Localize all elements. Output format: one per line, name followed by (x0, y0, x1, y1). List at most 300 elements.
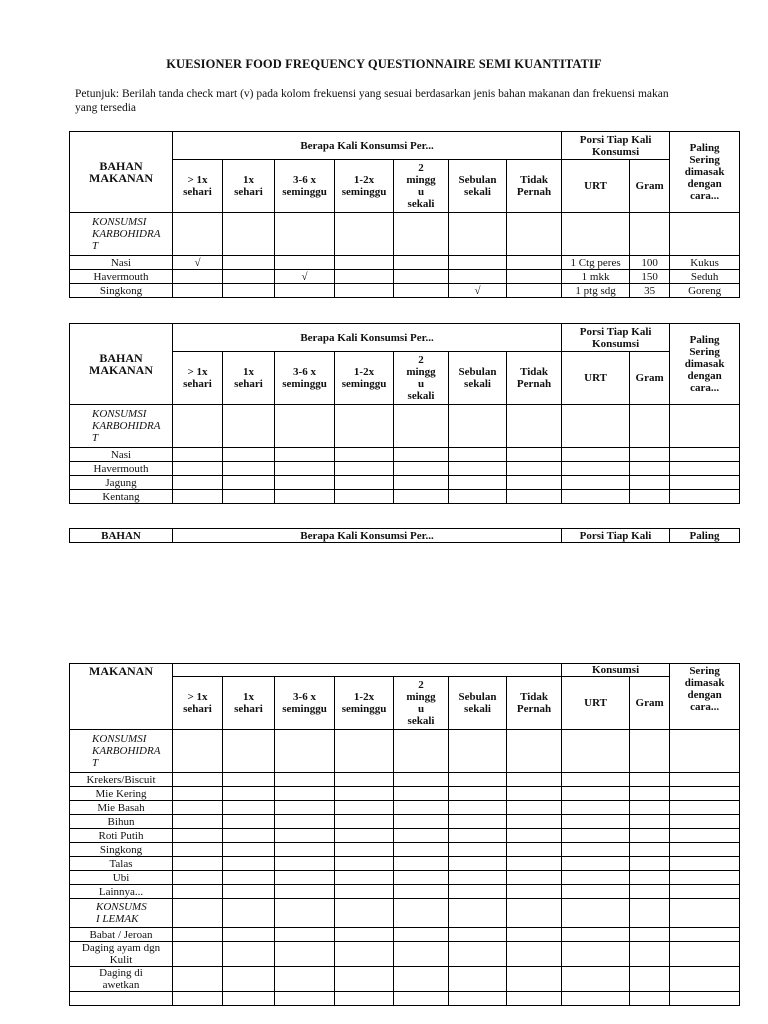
cell[interactable] (275, 967, 335, 992)
food-name: Ubi (70, 871, 173, 885)
cell[interactable] (275, 801, 335, 815)
cell[interactable] (562, 213, 630, 256)
table-row (70, 490, 740, 504)
table-row (70, 967, 740, 992)
cell[interactable] (335, 829, 394, 843)
food-name: Havermouth (70, 462, 173, 476)
ffq-blank-table (69, 323, 740, 504)
header-urt: URT (562, 677, 630, 730)
cell[interactable] (449, 885, 507, 899)
cell[interactable] (275, 213, 335, 256)
cell[interactable] (394, 490, 449, 504)
cell[interactable] (394, 885, 449, 899)
cell[interactable] (335, 490, 394, 504)
cell[interactable] (630, 899, 670, 928)
cell[interactable] (394, 857, 449, 871)
cell[interactable] (630, 885, 670, 899)
cell[interactable] (223, 462, 275, 476)
cell[interactable] (449, 213, 507, 256)
category-karbohidrat: KONSUMSI KARBOHIDRA T (70, 405, 173, 448)
urt-cell[interactable]: 1 Ctg peres (562, 256, 630, 270)
cell[interactable] (173, 843, 223, 857)
urt-cell[interactable]: 1 ptg sdg (562, 284, 630, 298)
cell[interactable] (507, 871, 562, 885)
cell[interactable] (507, 829, 562, 843)
cell[interactable] (223, 857, 275, 871)
cell[interactable] (173, 405, 223, 448)
cell[interactable] (335, 928, 394, 942)
cell[interactable] (449, 405, 507, 448)
cell[interactable] (449, 476, 507, 490)
cell[interactable] (562, 871, 630, 885)
cell[interactable] (394, 730, 449, 773)
cell[interactable] (630, 801, 670, 815)
cell[interactable] (335, 462, 394, 476)
cell[interactable] (562, 967, 630, 992)
food-name: Singkong (70, 843, 173, 857)
freq-more-than-1x-day: > 1x sehari (173, 677, 223, 730)
cell[interactable] (223, 899, 275, 928)
food-name: Bihun (70, 815, 173, 829)
cell[interactable] (670, 448, 740, 462)
header-bahan-makanan: BAHAN MAKANAN (70, 132, 173, 213)
cell[interactable] (507, 899, 562, 928)
cell[interactable] (670, 871, 740, 885)
cell[interactable] (670, 815, 740, 829)
cell[interactable] (173, 967, 223, 992)
cell[interactable] (394, 213, 449, 256)
cell[interactable] (394, 992, 449, 1006)
cell[interactable] (507, 942, 562, 967)
cell[interactable] (335, 773, 394, 787)
cell[interactable] (630, 992, 670, 1006)
cell[interactable] (630, 476, 670, 490)
cell[interactable] (562, 899, 630, 928)
cell[interactable] (507, 448, 562, 462)
cell[interactable] (394, 871, 449, 885)
table-row (70, 801, 740, 815)
cell[interactable] (394, 773, 449, 787)
cell[interactable] (223, 871, 275, 885)
check-cell[interactable] (335, 270, 394, 284)
cell[interactable] (630, 857, 670, 871)
cell[interactable] (562, 476, 630, 490)
fragment-bahan: BAHAN (70, 529, 173, 543)
cell[interactable] (394, 448, 449, 462)
food-name: Krekers/Biscuit (70, 773, 173, 787)
cell[interactable] (173, 928, 223, 942)
cell[interactable] (562, 885, 630, 899)
cell[interactable] (275, 857, 335, 871)
category-karbohidrat: KONSUMSI KARBOHIDRA T (70, 730, 173, 773)
cell[interactable] (670, 730, 740, 773)
cell[interactable] (335, 885, 394, 899)
food-name: Daging ayam dgn Kulit (70, 942, 173, 967)
cell[interactable] (449, 730, 507, 773)
cell[interactable] (394, 476, 449, 490)
cell[interactable] (449, 967, 507, 992)
cell[interactable] (507, 885, 562, 899)
header-bahan-makanan: BAHAN MAKANAN (70, 324, 173, 405)
cell[interactable] (335, 899, 394, 928)
cell[interactable] (670, 213, 740, 256)
cell[interactable] (394, 801, 449, 815)
cell[interactable] (562, 405, 630, 448)
cell[interactable] (394, 815, 449, 829)
check-cell[interactable] (223, 270, 275, 284)
table-row (70, 448, 740, 462)
table-row (70, 992, 740, 1006)
cell[interactable] (507, 801, 562, 815)
check-cell[interactable] (394, 256, 449, 270)
cell[interactable] (449, 992, 507, 1006)
cell[interactable] (670, 942, 740, 967)
cell[interactable] (670, 801, 740, 815)
cell[interactable] (173, 885, 223, 899)
cell[interactable] (223, 448, 275, 462)
urt-cell[interactable]: 1 mkk (562, 270, 630, 284)
cell[interactable] (275, 992, 335, 1006)
cell[interactable] (275, 773, 335, 787)
cell[interactable] (670, 462, 740, 476)
cell[interactable] (335, 843, 394, 857)
food-name: Mie Basah (70, 801, 173, 815)
cell[interactable] (223, 829, 275, 843)
gram-cell[interactable]: 150 (630, 270, 670, 284)
check-cell[interactable]: √ (449, 284, 507, 298)
category-lemak: KONSUMS I LEMAK (70, 899, 173, 928)
cell[interactable] (223, 942, 275, 967)
cell[interactable] (630, 490, 670, 504)
table-row (70, 829, 740, 843)
cell[interactable] (394, 829, 449, 843)
cell[interactable] (562, 801, 630, 815)
cell[interactable] (275, 448, 335, 462)
header-porsi: Porsi Tiap Kali Konsumsi (562, 132, 670, 160)
cell[interactable] (507, 730, 562, 773)
cell[interactable] (562, 992, 630, 1006)
cell[interactable] (562, 462, 630, 476)
freq-never: Tidak Pernah (507, 352, 562, 405)
cell[interactable] (630, 843, 670, 857)
freq-more-than-1x-day: > 1x sehari (173, 352, 223, 405)
cell[interactable] (670, 405, 740, 448)
check-cell[interactable] (507, 270, 562, 284)
cell[interactable] (449, 462, 507, 476)
cell[interactable] (275, 490, 335, 504)
cell[interactable] (562, 942, 630, 967)
cell[interactable] (670, 773, 740, 787)
cell[interactable] (630, 730, 670, 773)
header-cara-masak: Sering dimasak dengan cara... (670, 664, 740, 730)
check-cell[interactable] (223, 284, 275, 298)
cell[interactable] (275, 942, 335, 967)
cell[interactable] (507, 843, 562, 857)
cell[interactable] (173, 815, 223, 829)
cell[interactable] (630, 213, 670, 256)
check-cell[interactable] (275, 284, 335, 298)
table-row (70, 284, 740, 298)
table-row (70, 476, 740, 490)
cell[interactable] (562, 773, 630, 787)
cell[interactable] (173, 871, 223, 885)
cell[interactable] (670, 967, 740, 992)
check-cell[interactable] (275, 256, 335, 270)
cell[interactable] (335, 405, 394, 448)
cell[interactable] (507, 476, 562, 490)
cell[interactable] (173, 992, 223, 1006)
cell[interactable] (449, 490, 507, 504)
cell[interactable] (335, 992, 394, 1006)
check-cell[interactable] (507, 256, 562, 270)
cell[interactable] (223, 476, 275, 490)
check-cell[interactable] (173, 284, 223, 298)
cell[interactable] (670, 843, 740, 857)
cell[interactable] (394, 928, 449, 942)
cell[interactable] (630, 787, 670, 801)
freq-2-weekly: 2 mingg u sekali (394, 352, 449, 405)
cell[interactable] (449, 942, 507, 967)
fragment-porsi: Porsi Tiap Kali (562, 529, 670, 543)
cell[interactable] (507, 787, 562, 801)
cell[interactable] (562, 448, 630, 462)
check-cell[interactable] (335, 284, 394, 298)
cell[interactable] (223, 885, 275, 899)
cell[interactable] (630, 967, 670, 992)
cell[interactable] (335, 476, 394, 490)
cell[interactable] (630, 829, 670, 843)
cell[interactable] (670, 787, 740, 801)
cell[interactable] (335, 871, 394, 885)
cell[interactable] (223, 992, 275, 1006)
check-cell[interactable]: √ (173, 256, 223, 270)
cell[interactable] (449, 448, 507, 462)
cell[interactable] (562, 815, 630, 829)
check-cell[interactable] (394, 270, 449, 284)
gram-cell[interactable]: 35 (630, 284, 670, 298)
cell[interactable] (275, 815, 335, 829)
header-frequency: Berapa Kali Konsumsi Per... (173, 132, 562, 160)
cell[interactable] (449, 843, 507, 857)
freq-1-2x-week: 1-2x seminggu (335, 352, 394, 405)
header-gram: Gram (630, 352, 670, 405)
table-row (70, 843, 740, 857)
cell[interactable] (173, 773, 223, 787)
cell[interactable] (173, 490, 223, 504)
header-urt: URT (562, 352, 630, 405)
cell[interactable] (670, 476, 740, 490)
cell[interactable] (275, 730, 335, 773)
food-name: Jagung (70, 476, 173, 490)
freq-more-than-1x-day: > 1x sehari (173, 160, 223, 213)
cell[interactable] (670, 992, 740, 1006)
food-name: Daging di awetkan (70, 967, 173, 992)
cell[interactable] (562, 843, 630, 857)
food-name: Babat / Jeroan (70, 928, 173, 942)
header-gram: Gram (630, 677, 670, 730)
cell[interactable] (173, 829, 223, 843)
check-cell[interactable] (335, 256, 394, 270)
cell[interactable] (335, 857, 394, 871)
cell[interactable] (275, 476, 335, 490)
cell[interactable] (394, 787, 449, 801)
cell[interactable] (562, 787, 630, 801)
cell[interactable] (223, 801, 275, 815)
cell[interactable] (335, 801, 394, 815)
cell[interactable] (449, 871, 507, 885)
cell[interactable] (630, 405, 670, 448)
header-konsumsi: Konsumsi (562, 664, 670, 677)
ffq-example-table (69, 131, 740, 298)
cell[interactable] (173, 942, 223, 967)
cell[interactable] (223, 843, 275, 857)
cell[interactable] (449, 773, 507, 787)
header-urt: URT (562, 160, 630, 213)
cara-cell[interactable]: Kukus (670, 256, 740, 270)
cell[interactable] (630, 928, 670, 942)
cell[interactable] (173, 448, 223, 462)
cell[interactable] (670, 829, 740, 843)
cell[interactable] (223, 787, 275, 801)
cell[interactable] (275, 871, 335, 885)
cell[interactable] (562, 490, 630, 504)
cell[interactable] (173, 213, 223, 256)
instruction-line-1: Petunjuk: Berilah tanda check mart (v) pada kolom frekuensi yang sesuai berdasarkan jenis bahan makanan dan frekuensi makan (75, 88, 669, 100)
check-cell[interactable] (507, 284, 562, 298)
cell[interactable] (507, 967, 562, 992)
cell[interactable] (394, 967, 449, 992)
cell[interactable] (223, 405, 275, 448)
cell[interactable] (449, 801, 507, 815)
cell[interactable] (173, 476, 223, 490)
cell[interactable] (335, 787, 394, 801)
cell[interactable] (173, 801, 223, 815)
cell[interactable] (630, 462, 670, 476)
cell[interactable] (335, 815, 394, 829)
cell[interactable] (335, 942, 394, 967)
check-cell[interactable] (223, 256, 275, 270)
fragment-paling: Paling (670, 529, 740, 543)
header-cara-masak: Paling Sering dimasak dengan cara... (670, 132, 740, 213)
cell[interactable] (562, 730, 630, 773)
cell[interactable] (507, 462, 562, 476)
freq-2-weekly: 2 mingg u sekali (394, 160, 449, 213)
cell[interactable] (275, 843, 335, 857)
freq-never: Tidak Pernah (507, 677, 562, 730)
cell[interactable] (507, 992, 562, 1006)
cell[interactable] (335, 730, 394, 773)
cell[interactable] (394, 843, 449, 857)
cell[interactable] (670, 857, 740, 871)
check-cell[interactable] (449, 270, 507, 284)
cell[interactable] (630, 942, 670, 967)
ffq-continued-table (69, 663, 740, 1006)
table-row (70, 815, 740, 829)
cell[interactable] (275, 885, 335, 899)
cell[interactable] (173, 787, 223, 801)
check-cell[interactable] (173, 270, 223, 284)
cell[interactable] (275, 462, 335, 476)
cell[interactable] (275, 899, 335, 928)
table-row (70, 256, 740, 270)
cell[interactable] (670, 885, 740, 899)
cell[interactable] (223, 490, 275, 504)
cell[interactable] (394, 405, 449, 448)
gram-cell[interactable]: 100 (630, 256, 670, 270)
cell[interactable] (223, 815, 275, 829)
cara-cell[interactable]: Seduh (670, 270, 740, 284)
cell[interactable] (507, 857, 562, 871)
table-row (70, 928, 740, 942)
check-cell[interactable]: √ (275, 270, 335, 284)
header-gram: Gram (630, 160, 670, 213)
cell[interactable] (173, 899, 223, 928)
cell[interactable] (507, 490, 562, 504)
cell[interactable] (275, 928, 335, 942)
cell[interactable] (173, 857, 223, 871)
cell[interactable] (630, 773, 670, 787)
cell[interactable] (449, 928, 507, 942)
cell[interactable] (630, 871, 670, 885)
cell[interactable] (173, 462, 223, 476)
cell[interactable] (335, 213, 394, 256)
cell[interactable] (275, 405, 335, 448)
cell[interactable] (394, 942, 449, 967)
header-frequency: Berapa Kali Konsumsi Per... (173, 324, 562, 352)
freq-monthly: Sebulan sekali (449, 352, 507, 405)
freq-3-6x-week: 3-6 x seminggu (275, 352, 335, 405)
cell[interactable] (507, 928, 562, 942)
cell[interactable] (394, 899, 449, 928)
cell[interactable] (449, 787, 507, 801)
check-cell[interactable] (394, 284, 449, 298)
cell[interactable] (275, 829, 335, 843)
cell[interactable] (630, 815, 670, 829)
cell[interactable] (507, 213, 562, 256)
cell[interactable] (223, 928, 275, 942)
cell[interactable] (223, 730, 275, 773)
cell[interactable] (507, 815, 562, 829)
cell[interactable] (335, 448, 394, 462)
cell[interactable] (507, 405, 562, 448)
cell[interactable] (335, 967, 394, 992)
cell[interactable] (223, 773, 275, 787)
food-name: Mie Kering (70, 787, 173, 801)
cell[interactable] (275, 787, 335, 801)
cell[interactable] (562, 829, 630, 843)
cell[interactable] (507, 773, 562, 787)
cell[interactable] (223, 967, 275, 992)
cell[interactable] (449, 829, 507, 843)
cell[interactable] (449, 815, 507, 829)
cell[interactable] (223, 213, 275, 256)
food-name: Lainnya... (70, 885, 173, 899)
table-row (70, 857, 740, 871)
cell[interactable] (670, 899, 740, 928)
cell[interactable] (449, 899, 507, 928)
cell[interactable] (670, 490, 740, 504)
cara-cell[interactable]: Goreng (670, 284, 740, 298)
food-name: Roti Putih (70, 829, 173, 843)
cell[interactable] (394, 462, 449, 476)
cell[interactable] (173, 730, 223, 773)
check-cell[interactable] (449, 256, 507, 270)
cell[interactable] (670, 928, 740, 942)
cell[interactable] (562, 857, 630, 871)
cell[interactable] (630, 448, 670, 462)
cell[interactable] (449, 857, 507, 871)
cell[interactable] (562, 928, 630, 942)
